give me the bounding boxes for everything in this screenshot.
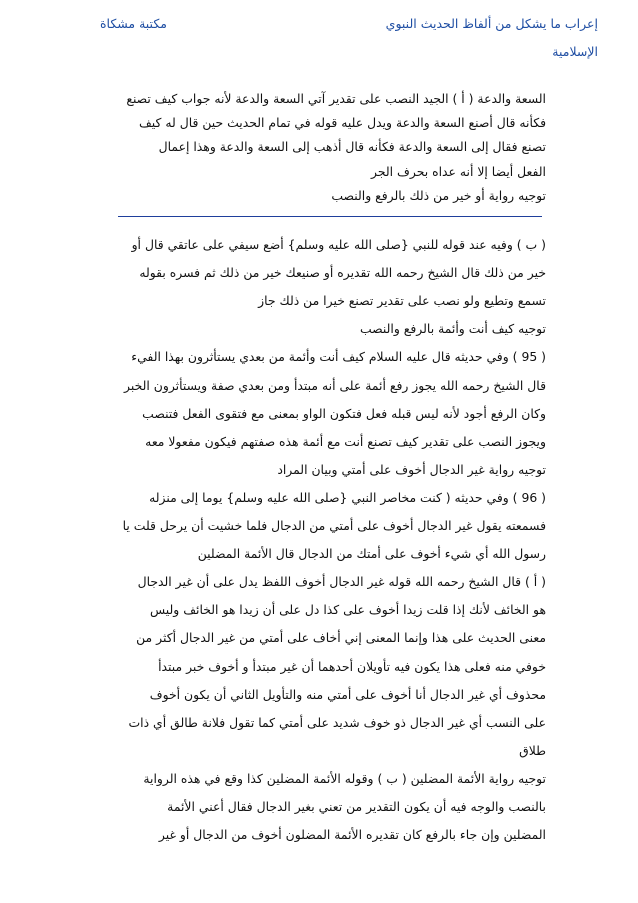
text-line: معنى الحديث على هذا وإنما المعنى إني أخاف على أمتي من غير الدجال أكثر من <box>136 630 546 646</box>
text-line: تسمع وتطيع ولو نصب على تقدير تصنع خيرا من ذلك جاز <box>258 293 546 309</box>
text-line: قال الشيخ رحمه الله يجوز رفع أئمة على أنه مبتدأ ومن بعدي صفة ويستأثرون الخبر <box>124 377 546 393</box>
library-name: مكتبة مشكاة <box>100 16 167 31</box>
section-divider <box>118 216 542 217</box>
library-name-continuation: الإسلامية <box>552 44 598 59</box>
text-line: ( 96 ) وفي حديثه ( كنت مخاصر النبي {صلى الله عليه وسلم} يوما إلى منزله <box>149 489 546 505</box>
text-line: وكان الرفع أجود لأنه ليس قبله فعل فتكون الواو بمعنى مع فتقوى الفعل فتنصب <box>142 405 546 421</box>
book-title: إعراب ما يشكل من ألفاظ الحديث النبوي <box>385 16 598 31</box>
text-line: خوفي منه فعلى هذا يكون فيه تأويلان أحدهما أن غير مبتدأ و أخوف خبر مبتدأ <box>158 658 546 674</box>
text-line: على النسب أي غير الدجال ذو خوف شديد على أمتي كما تقول فلانة طالق أي ذات <box>128 714 546 730</box>
text-line: ( أ ) قال الشيخ رحمه الله قوله غير الدجال أخوف اللفظ يدل على أن غير الدجال <box>137 574 546 590</box>
text-line: فكأنه قال أصنع السعة والدعة ويدل عليه قوله في تمام الحديث حين قال له كيف <box>138 115 546 131</box>
text-line: رسول الله أي شيء أخوف على أمتك من الدجال قال الأئمة المضلين <box>197 546 546 562</box>
text-line: خير من ذلك قال الشيخ رحمه الله تقديره أو صنيعك خير من ذلك ثم فسره بقوله <box>139 265 546 281</box>
text-line: توجيه رواية أو خير من ذلك بالرفع والنصب <box>331 187 546 203</box>
text-line: بالنصب والوجه فيه أن يكون التقدير من تعني بغير الدجال فقال أعني الأئمة <box>167 799 546 814</box>
text-line: ( ب ) وفيه عند قوله للنبي {صلى الله عليه وسلم} أضع سيفي على عاتقي قال أو <box>131 237 546 252</box>
text-line: محذوف أي غير الدجال أنا أخوف على أمتي منه والتأويل الثاني أن يكون أخوف <box>149 686 546 702</box>
text-line: الفعل أيضا إلا أنه عداه بحرف الجر <box>371 163 546 179</box>
running-header <box>40 16 598 36</box>
text-line: السعة والدعة ( أ ) الجيد النصب على تقدير آتي السعة والدعة لأنه جواب كيف تصنع <box>126 91 546 106</box>
text-line: توجيه كيف أنت وأئمة بالرفع والنصب <box>360 321 546 337</box>
text-line: توجيه رواية الأئمة المضلين ( ب ) وقوله الأئمة المضلين كذا وقع في هذه الرواية <box>143 770 546 786</box>
text-line: ( 95 ) وفي حديثه قال عليه السلام كيف أنت وأئمة من بعدي يستأثرون بهذا الفيء <box>131 349 546 365</box>
text-line: فسمعته يقول غير الدجال أخوف على أمتي من الدجال فلما خشيت أن يرحل قلت يا <box>122 518 546 533</box>
text-line: توجيه رواية غير الدجال أخوف على أمتي وبيان المراد <box>277 461 546 477</box>
text-line: هو الخائف لأنك إذا قلت زيدا أخوف على كذا دل على أن زيدا هو الخائف وليس <box>150 602 546 618</box>
text-line: تصنع فقال إلى السعة والدعة فكأنه قال أذهب إلى السعة والدعة وهذا إعمال <box>158 139 546 155</box>
text-line: ويجوز النصب على تقدير كيف تصنع أنت مع أئمة هذه صفتهم فيكون مفعولا معه <box>145 433 546 449</box>
text-line: المضلين وإن جاء بالرفع كان تقديره الأئمة المضلون أخوف من الدجال أو غير <box>158 827 546 843</box>
text-line: طلاق <box>519 742 546 758</box>
